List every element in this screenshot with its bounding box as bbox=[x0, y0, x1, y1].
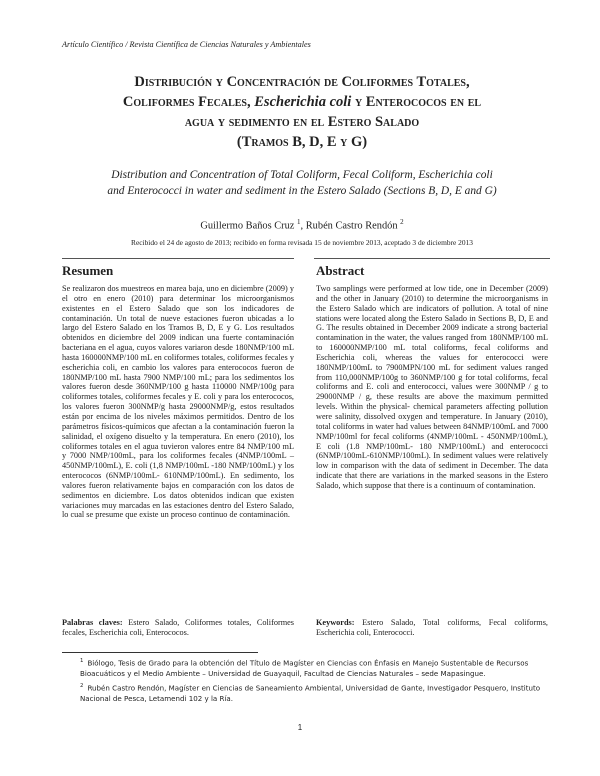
abstract-keywords bbox=[316, 618, 548, 638]
author-2: Rubén Castro Rendón bbox=[305, 220, 398, 232]
right-column-rule bbox=[314, 258, 550, 259]
author-1: Guillermo Baños Cruz bbox=[200, 220, 295, 232]
resumen-keywords bbox=[62, 618, 294, 638]
footnote-1-text: Biólogo, Tesis de Grado para la obtención del Título de Magíster en Ciencias con Énfasis en Manejo Sustentable de Recursos Bioacuáticos y el Medio Ambiente – Universidad de Guayaquil, Facultad de Ciencias Naturales – sede Mapasingue. bbox=[80, 658, 529, 679]
title-species: Escherichia coli bbox=[254, 94, 352, 110]
resumen-body: Se realizaron dos muestreos en marea baja, uno en diciembre (2009) y el otro en enero (2010) para determinar los microorganismos existentes en el Estero Salado que son los indicadores de contaminación. Un total de nueve estaciones fueron ubicadas a lo largo del Estero Salado en los Tramos B, D, E y G. Los resultados obtenidos en diciembre del 2009 indican una fuerte contaminación bacteriana en el agua, cuyos valores variaron desde 180NMP/100 mL hasta 160000NMP/100 mL en coliformes totales, coliformes fecales y escherichia coli, en cambio los valores para enterococos fueron de 180NMP/100 mL hasta 7900 NMP/100 mL; para los sedimentos los valores fueron desde 360NMP/100 g hasta 110000 NMP/100g para coliformes totales, coliformes fecales y E. coli y para los enterococos, los valores fueron 300NMP/g hasta 29000NMP/g, estos resultados están por encima de los niveles máximos permitidos. Dentro de los parámetros físicos-químicos que afectan a la contaminación fueron la salinidad, el oxígeno disuelto y la temperatura. En enero (2010), los coliformes totales en el agua tuvieron valores entre 84 NMP/100 mL y 7000 NMP/100mL, para los coliformes fecales (4NMP/100mL – 450NMP/100mL), E. coli (1,8 NMP/100mL -180 NMP/100mL) y los enterococos (6NMP/100mL- 610NMP/100mL). En sedimento, los valores fueron relativamente bajos en comparación con los datos de sedimentos en diciembre. Los datos obtenidos indican que existen variaciones muy marcadas en las estaciones dentro del Estero Salado, lo cual se presume que existe un proceso continuo de contaminación. bbox=[62, 284, 294, 520]
title-line-3: agua y sedimento en el Estero Salado bbox=[184, 114, 420, 130]
footnote-2-text: Rubén Castro Rendón, Magíster en Ciencias de Saneamiento Ambiental, Universidad de Gante, Investigador Pesquero, Instituto Nacional de Pesca, Letamendi 102 y la Ría. bbox=[80, 683, 541, 704]
resumen-heading: Resumen bbox=[62, 263, 114, 278]
abstract-heading: Abstract bbox=[316, 263, 365, 278]
english-title-line-1: Distribution and Concentration of Total Coliform, Fecal Coliform, Escherichia coli bbox=[111, 169, 493, 181]
author-2-mark: 2 bbox=[400, 218, 404, 226]
author-separator: , bbox=[300, 220, 306, 232]
page-number: 1 bbox=[297, 723, 303, 732]
title-line-4: (Tramos B, D, E y G) bbox=[236, 134, 368, 150]
english-title bbox=[62, 168, 542, 199]
footnote-1-mark: 1 bbox=[80, 658, 84, 664]
footnote-separator bbox=[62, 652, 258, 653]
footnote-2-mark: 2 bbox=[80, 682, 84, 689]
title-line-2 bbox=[62, 92, 542, 112]
left-column-rule bbox=[62, 258, 294, 259]
title-line-1: Distribución y Concentración de Coliformes Totales, bbox=[134, 74, 470, 90]
author-list bbox=[62, 218, 542, 231]
author-1-mark: 1 bbox=[297, 218, 301, 226]
running-header: Artículo Científico / Revista Científica de Ciencias Naturales y Ambientales bbox=[62, 40, 311, 49]
resumen-keywords-label: Palabras claves: bbox=[62, 618, 123, 627]
footnotes bbox=[80, 656, 550, 706]
footnote-1 bbox=[80, 656, 550, 680]
abstract-keywords-label: Keywords: bbox=[316, 618, 355, 627]
abstract-body: Two samplings were performed at low tide, one in December (2009) and the other in January (2010) to determine the microorganisms in the Estero Salado which are indicators of pollution. A total of nine stations were located along the Estero Salado in Sections B, D, E and G. The results obtained in December 2009 indicate a strong bacterial contamination in the water, the values ranged from 180NMP/100 mL to 160000NMP/100 mL total coliforms, fecal coliforms and Escherichia coli, whereas the values for enterococci were 180NMP/100mL to 7900MPN/100 mL for sediment values ranged from 110,000NMP/100g to 360NMP/100 g for total coliforms, fecal coliforms and E. coli and enterococci, values were 300NMP / g to 29000NMP / g, these results are above the maximum permitted levels. Within the physical- chemical parameters affecting pollution were salinity, dissolved oxygen and temperature. In January (2010), total coliforms in water had values between 84NMP/100mL and 7000 NMP/100ml for fecal coliforms (4NMP/100mL - 450NMP/100mL), E coli (1.8 NMP/100mL- 180 NMP/100mL) and enterococci (6NMP/100mL-610NMP/100mL). In sediment values were relatively low in comparison with the data of sediment in December. The data indicate that there are variations in the marked seasons in the Estero Salado, which suppose that there is a continuum of contamination. bbox=[316, 284, 548, 490]
english-title-line-2: and Enterococci in water and sediment in the Estero Salado (Sections B, D, E and G) bbox=[107, 184, 497, 197]
title-line-2a: Coliformes Fecales, bbox=[122, 94, 255, 110]
abstract-keywords-text: Estero Salado, Total coliforms, Fecal coliforms, Escherichia coli, Enterococci. bbox=[316, 618, 548, 637]
paper-title bbox=[62, 72, 542, 152]
resumen-keywords-text: Estero Salado, Coliformes totales, Coliformes fecales, Escherichia coli, Enterococos. bbox=[62, 618, 294, 637]
submission-dates: Recibido el 24 de agosto de 2013; recibido en forma revisada 15 de noviembre 2013, aceptado 3 de diciembre 2013 bbox=[131, 238, 473, 247]
footnote-2 bbox=[80, 681, 550, 705]
title-line-2b: y Enterococos en el bbox=[351, 94, 482, 110]
